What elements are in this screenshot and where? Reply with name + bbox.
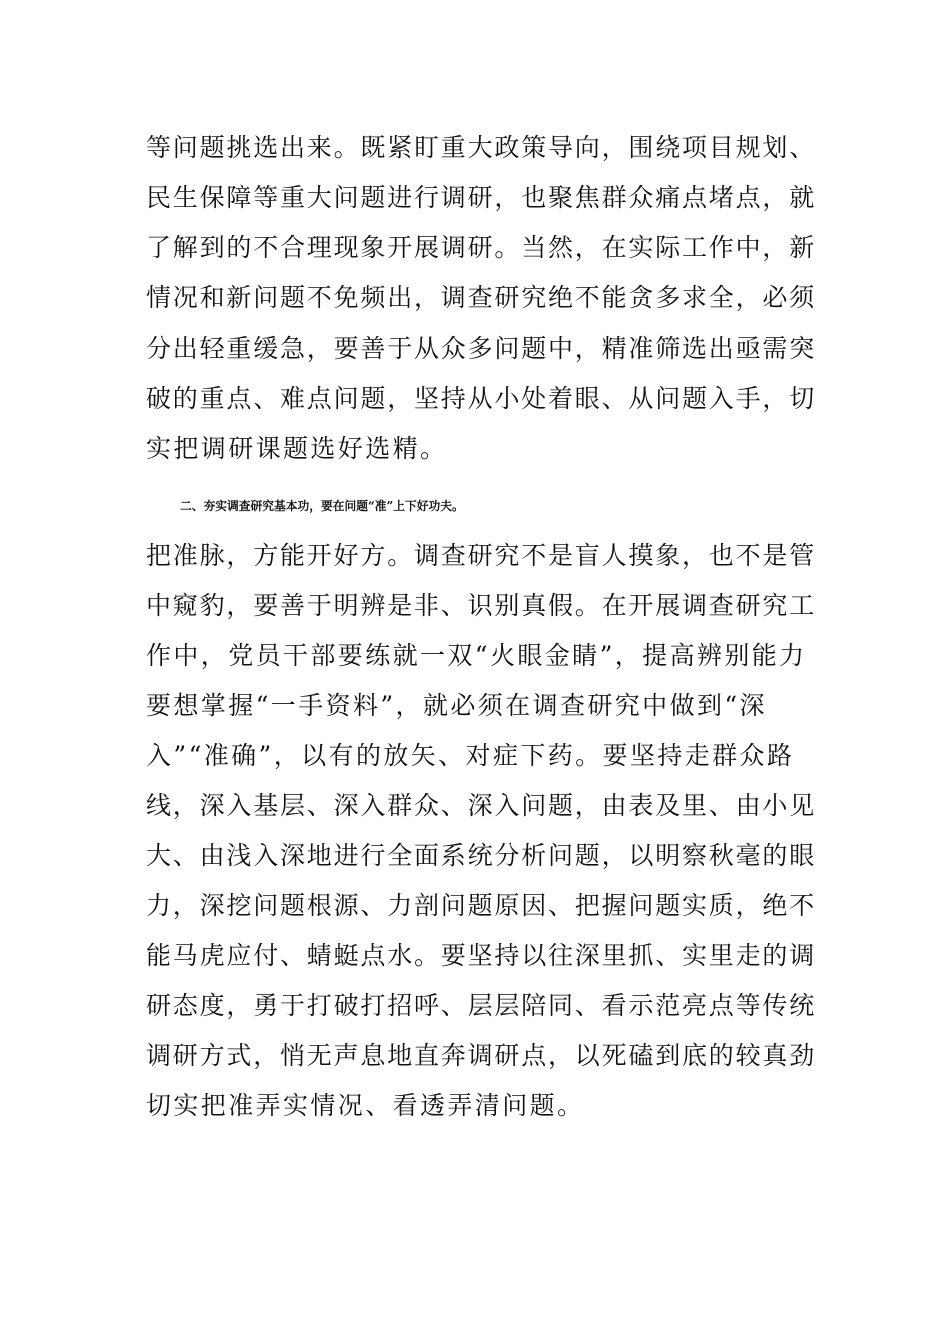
paragraph-1-line-6: 破的重点、难点问题，坚持从小处着眼、从问题入手，切 [146, 384, 817, 413]
paragraph-2-line-10: 研态度，勇于打破打招呼、层层陪同、看示范亮点等传统 [146, 991, 817, 1020]
paragraph-2-line-2: 中窥豹，要善于明辨是非、识别真假。在开展调查研究工 [146, 591, 817, 620]
paragraph-1-line-1: 等问题挑选出来。既紧盯重大政策导向，围绕项目规划、 [146, 133, 817, 162]
paragraph-1-line-2: 民生保障等重大问题进行调研，也聚焦群众痛点堵点，就 [146, 183, 817, 212]
section-2-heading: 二、夯实调查研究基本功，要在问题“准”上下好功夫。 [180, 499, 464, 513]
paragraph-2-line-5: 入”“准确”，以有的放矢、对症下药。要坚持走群众路 [146, 741, 795, 770]
paragraph-1-line-3: 了解到的不合理现象开展调研。当然，在实际工作中，新 [146, 233, 817, 262]
paragraph-1-line-4: 情况和新问题不免频出，调查研究绝不能贪多求全，必须 [146, 283, 817, 312]
paragraph-2-line-4: 要想掌握“一手资料”，就必须在调查研究中做到“深 [146, 691, 767, 720]
paragraph-2-line-7: 大、由浅入深地进行全面系统分析问题，以明察秋毫的眼 [146, 841, 817, 870]
paragraph-1-line-5: 分出轻重缓急，要善于从众多问题中，精准筛选出亟需突 [146, 334, 817, 363]
paragraph-2-line-6: 线，深入基层、深入群众、深入问题，由表及里、由小见 [146, 791, 817, 820]
paragraph-2-line-3: 作中，党员干部要练就一双“火眼金睛”，提高辨别能力 [146, 641, 807, 670]
paragraph-2-line-1: 把准脉，方能开好方。调查研究不是盲人摸象，也不是管 [146, 541, 817, 570]
paragraph-2-line-9: 能马虎应付、蜻蜓点水。要坚持以往深里抓、实里走的调 [146, 941, 817, 970]
paragraph-1-line-7: 实把调研课题选好选精。 [146, 434, 448, 463]
paragraph-2-line-11: 调研方式，悄无声息地直奔调研点，以死磕到底的较真劲 [146, 1041, 817, 1070]
paragraph-2-line-8: 力，深挖问题根源、力剖问题原因、把握问题实质，绝不 [146, 891, 817, 920]
paragraph-2-line-12: 切实把准弄实情况、看透弄清问题。 [146, 1091, 585, 1120]
